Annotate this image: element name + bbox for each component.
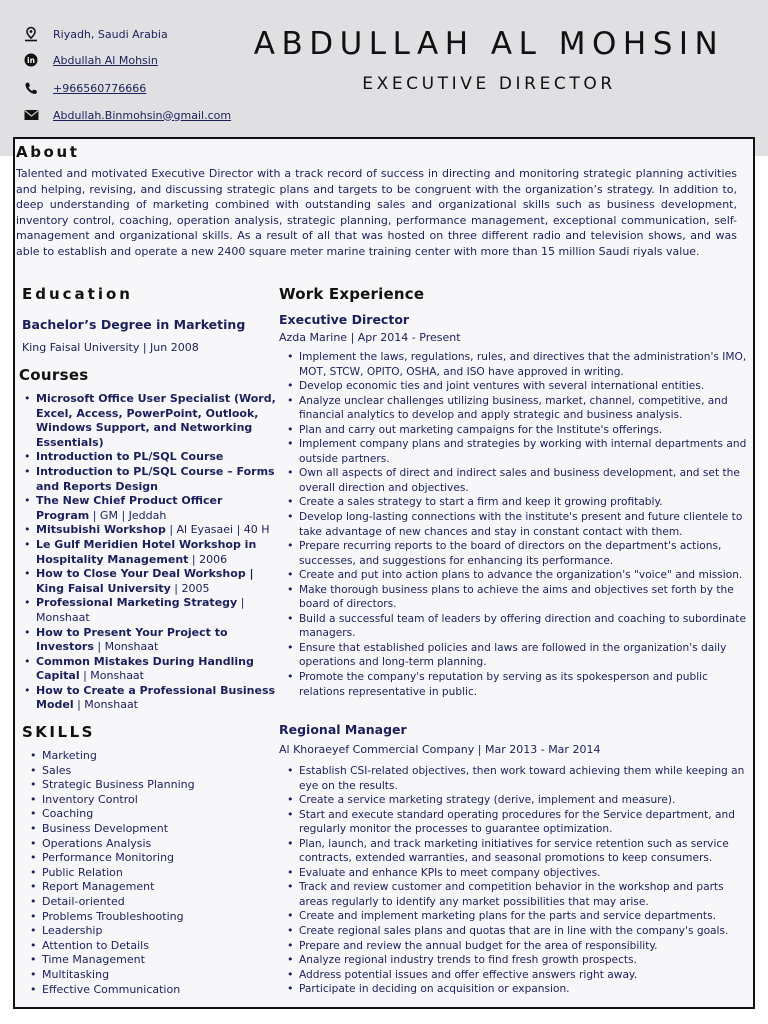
job-1-duties	[285, 350, 747, 699]
duty-item: • Implement company plans and strategies by working with internal departments and outside partners.	[285, 437, 747, 466]
skill-item: • Marketing	[28, 749, 268, 764]
course-item: • How to Present Your Project to Investors | Monshaat	[22, 626, 278, 655]
job-2-title: Regional Manager	[279, 722, 407, 737]
course-item: • Le Gulf Meridien Hotel Workshop in Hospitality Management | 2006	[22, 538, 278, 567]
skill-item: • Detail-oriented	[28, 895, 268, 910]
duty-item: • Develop economic ties and joint ventures with several international entities.	[285, 379, 747, 394]
duty-item: • Analyze regional industry trends to find fresh growth prospects.	[285, 953, 747, 968]
location-text: Riyadh, Saudi Arabia	[53, 27, 168, 41]
duty-item: • Address potential issues and offer effective answers right away.	[285, 968, 747, 983]
duty-item: • Track and review customer and competition behavior in the workshop and parts areas regularly to identify any market possibilities that may arise.	[285, 880, 747, 909]
work-experience-heading: Work Experience	[279, 285, 425, 303]
contact-linkedin[interactable]	[22, 52, 158, 68]
job-1-title: Executive Director	[279, 312, 410, 327]
skill-item: • Report Management	[28, 880, 268, 895]
svg-text:in: in	[27, 56, 35, 65]
envelope-icon	[22, 107, 40, 123]
courses-list	[22, 392, 278, 713]
courses-heading: Courses	[19, 366, 89, 384]
job-1-meta: Azda Marine | Apr 2014 - Present	[279, 331, 461, 344]
skill-item: • Operations Analysis	[28, 837, 268, 852]
skill-item: • Leadership	[28, 924, 268, 939]
course-item: • Microsoft Office User Specialist (Word, Excel, Access, PowerPoint, Outlook, Windows Support, and Networking Essentials)	[22, 392, 278, 450]
course-item: • How to Create a Professional Business Model | Monshaat	[22, 684, 278, 713]
duty-item: • Establish CSI-related objectives, then work toward achieving them while keeping an eye on the results.	[285, 764, 747, 793]
course-item: • Introduction to PL/SQL Course – Forms and Reports Design	[22, 465, 278, 494]
duty-item: • Plan and carry out marketing campaigns for the Institute's offerings.	[285, 423, 747, 438]
course-item: • Mitsubishi Workshop | Al Eyasaei | 40 H	[22, 523, 278, 538]
map-pin-icon	[22, 26, 40, 42]
contact-location	[22, 26, 168, 42]
duty-item: • Create and implement marketing plans for the parts and service departments.	[285, 909, 747, 924]
duty-item: • Ensure that established policies and laws are followed in the organization's daily operations and long-term planning.	[285, 641, 747, 670]
skill-item: • Sales	[28, 764, 268, 779]
duty-item: • Create and put into action plans to advance the organization's "voice" and mission.	[285, 568, 747, 583]
course-item: • Introduction to PL/SQL Course	[22, 450, 278, 465]
course-item: • Professional Marketing Strategy | Monshaat	[22, 596, 278, 625]
duty-item: • Prepare recurring reports to the board of directors on the department's actions, successes, and suggestions for enhancing its performance.	[285, 539, 747, 568]
skill-item: • Time Management	[28, 953, 268, 968]
about-heading: About	[16, 143, 80, 161]
skill-item: • Attention to Details	[28, 939, 268, 954]
duty-item: • Implement the laws, regulations, rules, and directives that the administration's IMO, MOT, STCW, OPITO, OSHA, and ISO have approved in writing.	[285, 350, 747, 379]
duty-item: • Develop long-lasting connections with the institute's present and future clientele to take advantage of new chances and stay in constant contact with them.	[285, 510, 747, 539]
education-heading: Education	[22, 285, 133, 303]
duty-item: • Promote the company's reputation by serving as its spokesperson and public relations representative in public.	[285, 670, 747, 699]
duty-item: • Evaluate and enhance KPIs to meet company objectives.	[285, 866, 747, 881]
skill-item: • Problems Troubleshooting	[28, 910, 268, 925]
skill-item: • Coaching	[28, 807, 268, 822]
skills-heading: SKILLS	[22, 723, 95, 741]
duty-item: • Plan, launch, and track marketing initiatives for service retention such as service contracts, extended warranties, and seasonal promotions to keep consumers.	[285, 837, 747, 866]
duty-item: • Start and execute standard operating procedures for the Service department, and regularly monitor the processes to guarantee optimization.	[285, 808, 747, 837]
job-2-meta: Al Khoraeyef Commercial Company | Mar 2013 - Mar 2014	[279, 743, 601, 756]
degree-title: Bachelor’s Degree in Marketing	[22, 317, 246, 332]
course-item: • The New Chief Product Officer Program | GM | Jeddah	[22, 494, 278, 523]
duty-item: • Participate in deciding on acquisition or expansion.	[285, 982, 747, 997]
email-link[interactable]: Abdullah.Binmohsin@gmail.com	[53, 108, 232, 122]
linkedin-link[interactable]: Abdullah Al Mohsin	[53, 53, 158, 67]
duty-item: • Prepare and review the annual budget for the area of responsibility.	[285, 939, 747, 954]
skill-item: • Performance Monitoring	[28, 851, 268, 866]
job-title-header: EXECUTIVE DIRECTOR	[362, 74, 616, 94]
course-item: • Common Mistakes During Handling Capital | Monshaat	[22, 655, 278, 684]
skill-item: • Multitasking	[28, 968, 268, 983]
duty-item: • Make thorough business plans to achieve the aims and objectives set forth by the board of directors.	[285, 583, 747, 612]
duty-item: • Create a service marketing strategy (derive, implement and measure).	[285, 793, 747, 808]
job-2-duties	[285, 764, 747, 997]
contact-email[interactable]	[22, 107, 231, 123]
institution-text: King Faisal University | Jun 2008	[22, 341, 199, 354]
contact-phone[interactable]	[22, 80, 146, 96]
duty-item: • Own all aspects of direct and indirect sales and business development, and set the overall direction and objectives.	[285, 466, 747, 495]
skill-item: • Effective Communication	[28, 983, 268, 998]
phone-link[interactable]: +966560776666	[53, 81, 147, 95]
skills-list	[28, 749, 268, 997]
skill-item: • Business Development	[28, 822, 268, 837]
linkedin-icon	[22, 52, 40, 68]
duty-item: • Build a successful team of leaders by offering direction and coaching to subordinate managers.	[285, 612, 747, 641]
skill-item: • Public Relation	[28, 866, 268, 881]
skill-item: • Inventory Control	[28, 793, 268, 808]
phone-icon	[22, 80, 40, 96]
duty-item: • Analyze unclear challenges utilizing business, market, channel, competitive, and financial analytics to develop and apply strategic and business analysis.	[285, 394, 747, 423]
duty-item: • Create a sales strategy to start a firm and keep it growing profitably.	[285, 495, 747, 510]
duty-item: • Create regional sales plans and quotas that are in line with the company's goals.	[285, 924, 747, 939]
skill-item: • Strategic Business Planning	[28, 778, 268, 793]
about-text: Talented and motivated Executive Director with a track record of success in directing and monitoring strategic planning activities and helping, revising, and discussing strategic plans and targets to be congruent with the organization’s strategy. In addition to, deep understanding of marketing combined with outstanding sales and organizational skills such as business development, inventory control, coaching, operation analysis, strategic planning, performance management, exceptional communication, self-management and organizational skills. As a result of all that was hosted on three different radio and television shows, and was able to establish and operate a new 2400 square meter marine training center with more than 15 million Saudi riyals value.	[16, 167, 737, 258]
person-name: ABDULLAH AL MOHSIN	[253, 26, 725, 62]
course-item: • How to Close Your Deal Workshop | King Faisal University | 2005	[22, 567, 278, 596]
